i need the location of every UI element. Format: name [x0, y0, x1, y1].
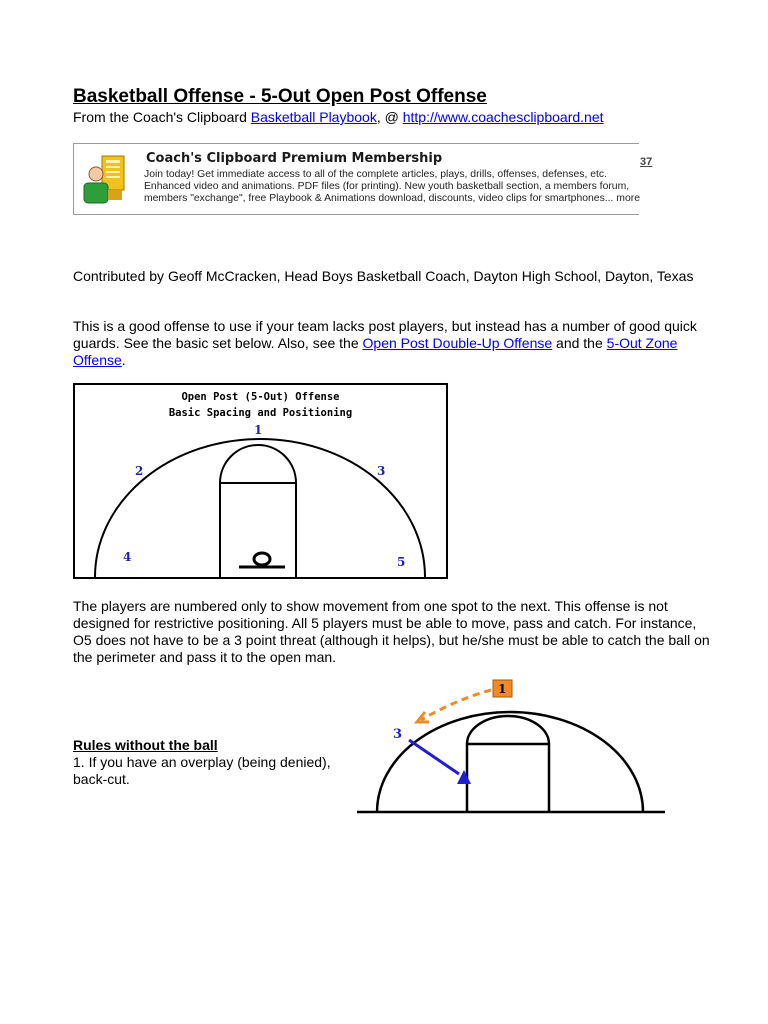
basket-hoop — [254, 553, 270, 565]
cut-arrowhead — [457, 770, 471, 784]
coachesclipboard-url-link[interactable]: http://www.coachesclipboard.net — [402, 109, 604, 125]
free-throw-circle — [220, 445, 296, 483]
diagram-title-line2: Basic Spacing and Positioning — [168, 407, 353, 419]
player-label: 4 — [123, 550, 132, 564]
pass-arrowhead — [417, 712, 429, 722]
contributor-text: Contributed by Geoff McCracken, Head Boys Basketball Coach, Dayton High School, Dayton, Texas — [73, 268, 694, 284]
intro-text: This is a good offense to use if your team lacks post players, but instead has a number of good quick guards. See the basic set below. Also, see the — [73, 318, 697, 351]
byline — [73, 109, 604, 126]
three-point-arc — [377, 712, 643, 812]
banner-body — [144, 169, 640, 205]
three-point-arc — [95, 439, 425, 577]
open-post-double-up-link[interactable]: Open Post Double-Up Offense — [362, 335, 553, 351]
banner-line: members "exchange", free Playbook & Animations download, discounts, video clips for smartphones... more — [144, 193, 640, 204]
premium-membership-banner[interactable] — [73, 143, 639, 215]
back-cut-path — [409, 740, 459, 774]
player-label: 1 — [254, 423, 263, 437]
player-label: 5 — [397, 555, 406, 569]
banner-line: Enhanced video and animations. PDF files (for printing). New youth basketball section, a members forum, — [144, 181, 630, 192]
clipboard-coach-icon — [82, 154, 130, 206]
half-court-svg — [75, 385, 446, 577]
page-title: Basketball Offense - 5-Out Open Post Offense — [73, 86, 487, 107]
diagram-title-line1: Open Post (5-Out) Offense — [181, 391, 340, 403]
basic-spacing-diagram — [73, 383, 448, 579]
page-number: 37 — [640, 156, 653, 168]
back-cut-diagram — [355, 672, 675, 822]
intro-text: and the — [552, 335, 607, 351]
byline-prefix: From the Coach's Clipboard — [73, 109, 251, 125]
basketball-playbook-link[interactable]: Basketball Playbook — [250, 109, 377, 125]
player-label: 3 — [377, 464, 386, 478]
intro-text: . — [121, 352, 126, 368]
player-1-label: 1 — [498, 682, 507, 696]
rule-item-1: 1. If you have an overplay (being denied), back-cut. — [73, 754, 331, 787]
rules-heading: Rules without the ball — [73, 737, 218, 753]
players-paragraph: The players are numbered only to show movement from one spot to the next. This offense is not designed for restrictive positioning. All 5 players must be able to move, pass and catch. For instance, O5 does not have to be a 3 point threat (although it helps), but he/she must be able to catch the ball on the perimeter and pass it to the open man. — [73, 598, 710, 665]
player-3-label: 3 — [393, 727, 403, 742]
player-label: 2 — [135, 464, 144, 478]
five-out-zone-offense-link[interactable]: 5-Out Zone Offense — [73, 335, 678, 368]
banner-line: Join today! Get immediate access to all of the complete articles, plays, drills, offenses, defenses, etc. — [144, 169, 607, 180]
intro-paragraph — [73, 318, 703, 369]
free-throw-circle — [467, 716, 549, 744]
banner-title: Coach's Clipboard Premium Membership — [146, 151, 443, 166]
byline-middle: , @ — [376, 109, 403, 125]
